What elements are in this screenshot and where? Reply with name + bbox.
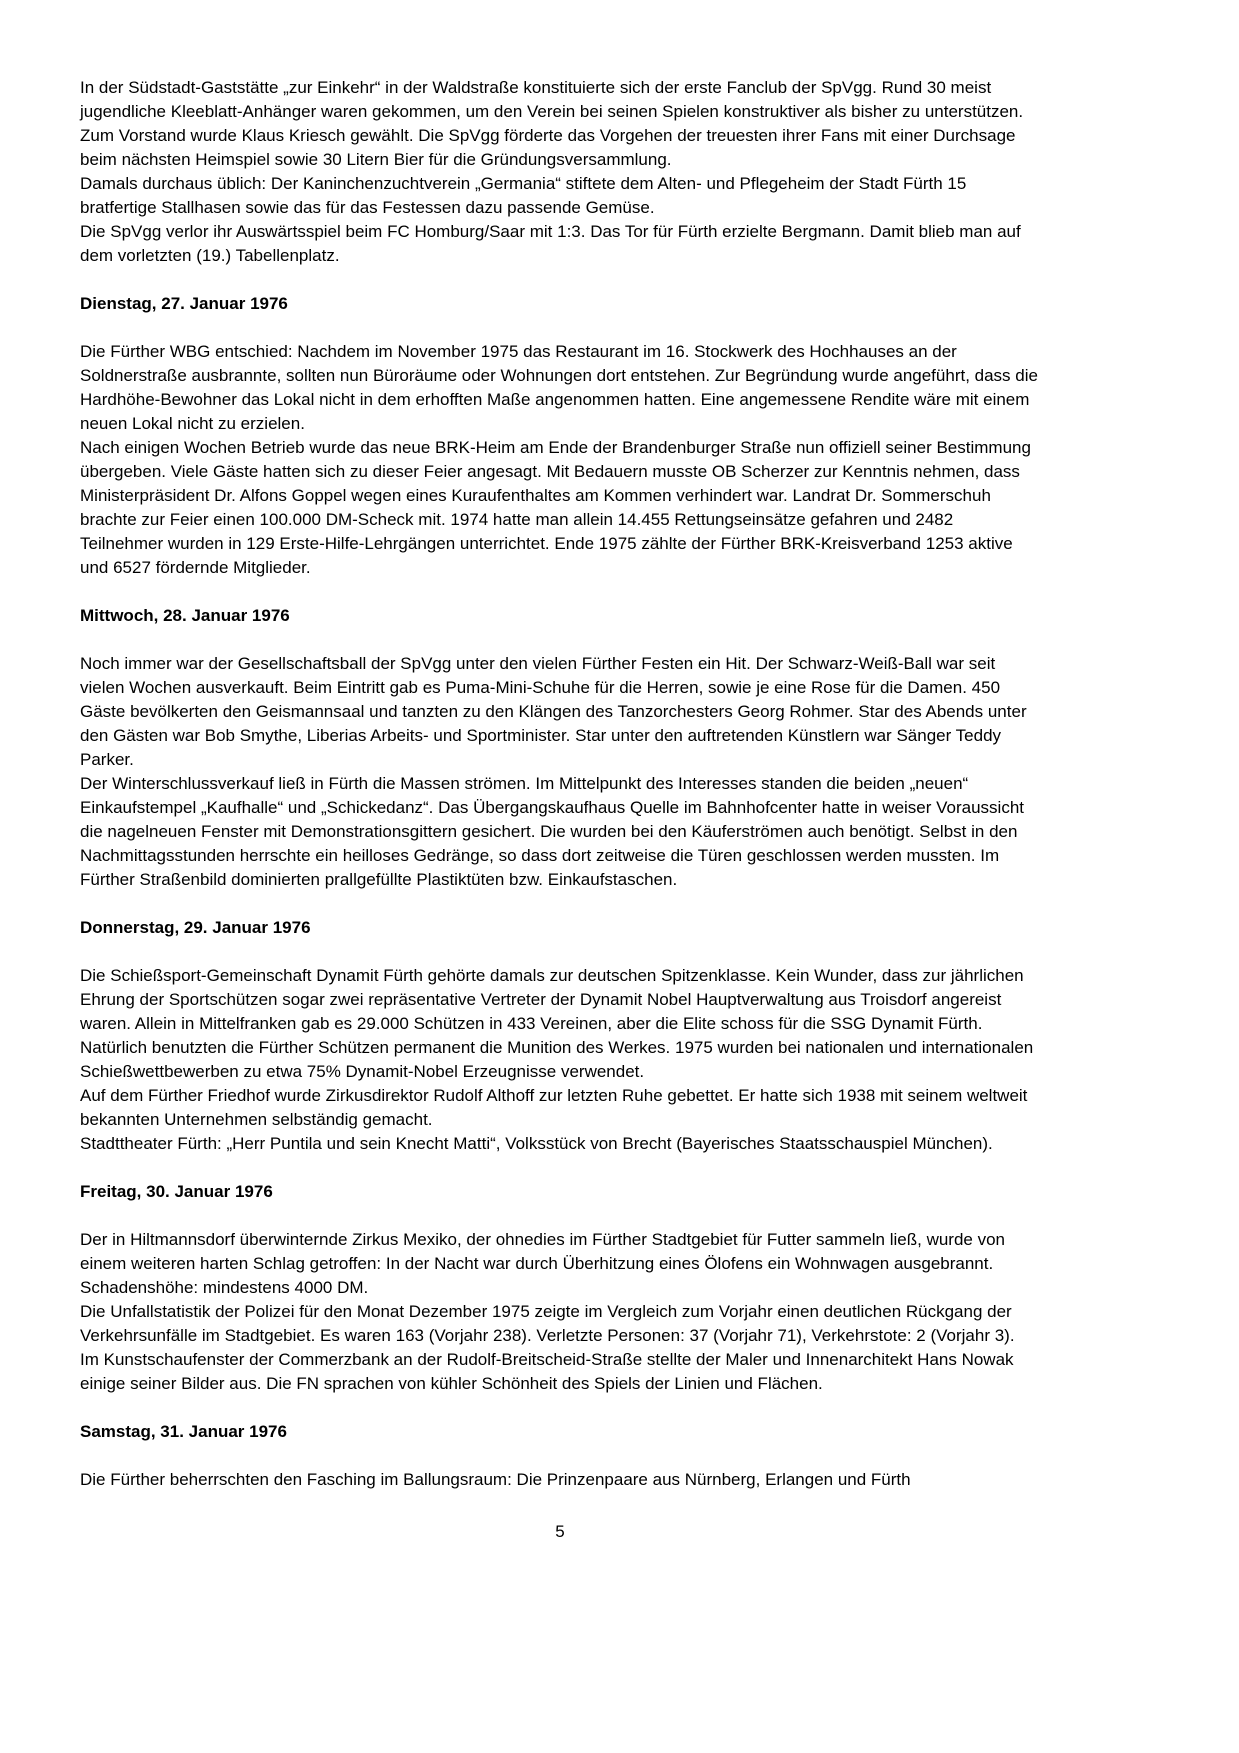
paragraph: Die Unfallstatistik der Polizei für den Monat Dezember 1975 zeigte im Vergleich zum Vorjahr einen deutlichen Rückgang der Verkehrsunfälle im Stadtgebiet. Es waren 163 (Vorjahr 238). Verletzte Personen: 37 (Vorjahr 71), Verkehrstote: 2 (Vorjahr 3). — [80, 1302, 1015, 1345]
paragraph: Der in Hiltmannsdorf überwinternde Zirkus Mexiko, der ohnedies im Fürther Stadtgebiet für Futter sammeln ließ, wurde von einem weiteren harten Schlag getroffen: In der Nacht war durch Überhitzung eines Ölofens ein Wohnwagen ausgebrannt. Schadenshöhe: mindestens 4000 DM. — [80, 1230, 1005, 1297]
paragraph: Nach einigen Wochen Betrieb wurde das neue BRK-Heim am Ende der Brandenburger Straße nun offiziell seiner Bestimmung übergeben. Viele Gäste hatten sich zu dieser Feier angesagt. Mit Bedauern musste OB Scherzer zur Kenntnis nehmen, dass Ministerpräsident Dr. Alfons Goppel wegen eines Kuraufenthaltes am Kommen verhindert war. Landrat Dr. Sommerschuh brachte zur Feier einen 100.000 DM-Scheck mit. 1974 hatte man allein 14.455 Rettungseinsätze gefahren und 2482 Teilnehmer wurden in 129 Erste-Hilfe-Lehrgängen unterrichtet. Ende 1975 zählte der Fürther BRK-Kreisverband 1253 aktive und 6527 fördernde Mitglieder. — [80, 438, 1031, 577]
paragraph: Die Fürther WBG entschied: Nachdem im November 1975 das Restaurant im 16. Stockwerk des Hochhauses an der Soldnerstraße ausbrannte, sollten nun Büroräume oder Wohnungen dort entstehen. Zur Begründung wurde angeführt, dass die Hardhöhe-Bewohner das Lokal nicht in dem erhofften Maße angenommen hatten. Eine angemessene Rendite wäre mit einem neuen Lokal nicht zu erzielen. — [80, 342, 1038, 433]
paragraph: Auf dem Fürther Friedhof wurde Zirkusdirektor Rudolf Althoff zur letzten Ruhe gebettet. Er hatte sich 1938 mit seinem weltweit bekannten Unternehmen selbständig gemacht. — [80, 1086, 1028, 1129]
section-heading: Mittwoch, 28. Januar 1976 — [80, 606, 290, 625]
paragraph: Stadttheater Fürth: „Herr Puntila und sein Knecht Matti“, Volksstück von Brecht (Bayerisches Staatsschauspiel München). — [80, 1134, 993, 1153]
section-freitag-30-januar-1976 — [80, 1180, 1040, 1396]
paragraph: In der Südstadt-Gaststätte „zur Einkehr“ in der Waldstraße konstituierte sich der erste Fanclub der SpVgg. Rund 30 meist jugendliche Kleeblatt-Anhänger waren gekommen, um den Verein bei seinen Spielen konstruktiver als bisher zu unterstützen. Zum Vorstand wurde Klaus Kriesch gewählt. Die SpVgg förderte das Vorgehen der treuesten ihrer Fans mit einer Durchsage beim nächsten Heimspiel sowie 30 Litern Bier für die Gründungsversammlung. — [80, 78, 1024, 169]
section-heading: Donnerstag, 29. Januar 1976 — [80, 918, 311, 937]
paragraph: Damals durchaus üblich: Der Kaninchenzuchtverein „Germania“ stiftete dem Alten- und Pflegeheim der Stadt Fürth 15 bratfertige Stallhasen sowie das für das Festessen dazu passende Gemüse. — [80, 174, 967, 217]
paragraph: Der Winterschlussverkauf ließ in Fürth die Massen strömen. Im Mittelpunkt des Interesses standen die beiden „neuen“ Einkaufstempel „Kaufhalle“ und „Schickedanz“. Das Übergangskaufhaus Quelle im Bahnhofcenter hatte in weiser Voraussicht die nagelneuen Fenster mit Demonstrationsgittern gesichert. Die wurden bei den Käuferströmen auch benötigt. Selbst in den Nachmittagsstunden herrschte ein heilloses Gedränge, so dass dort zeitweise die Türen geschlossen werden mussten. Im Fürther Straßenbild dominierten prallgefüllte Plastiktüten bzw. Einkaufstaschen. — [80, 774, 1025, 889]
section-intro — [80, 76, 1040, 268]
section-donnerstag-29-januar-1976 — [80, 916, 1040, 1156]
section-dienstag-27-januar-1976 — [80, 292, 1040, 580]
section-heading: Samstag, 31. Januar 1976 — [80, 1422, 287, 1441]
paragraph: Die Fürther beherrschten den Fasching im Ballungsraum: Die Prinzenpaare aus Nürnberg, Erlangen und Fürth — [80, 1470, 911, 1489]
paragraph: Die Schießsport-Gemeinschaft Dynamit Fürth gehörte damals zur deutschen Spitzenklasse. Kein Wunder, dass zur jährlichen Ehrung der Sportschützen sogar zwei repräsentative Vertreter der Dynamit Nobel Hauptverwaltung aus Troisdorf angereist waren. Allein in Mittelfranken gab es 29.000 Schützen in 433 Vereinen, aber die Elite schoss für die SSG Dynamit Fürth. Natürlich benutzten die Fürther Schützen permanent die Munition des Werkes. 1975 wurden bei nationalen und internationalen Schießwettbewerben zu etwa 75% Dynamit-Nobel Erzeugnisse verwendet. — [80, 966, 1034, 1081]
page-number: 5 — [555, 1522, 565, 1541]
paragraph: Im Kunstschaufenster der Commerzbank an der Rudolf-Breitscheid-Straße stellte der Maler und Innenarchitekt Hans Nowak einige seiner Bilder aus. Die FN sprachen von kühler Schönheit des Spiels der Linien und Flächen. — [80, 1350, 1014, 1393]
section-samstag-31-januar-1976 — [80, 1420, 1040, 1492]
paragraph: Die SpVgg verlor ihr Auswärtsspiel beim FC Homburg/Saar mit 1:3. Das Tor für Fürth erzielte Bergmann. Damit blieb man auf dem vorletzten (19.) Tabellenplatz. — [80, 222, 1021, 265]
section-heading: Dienstag, 27. Januar 1976 — [80, 294, 288, 313]
section-mittwoch-28-januar-1976 — [80, 604, 1040, 892]
section-heading: Freitag, 30. Januar 1976 — [80, 1182, 273, 1201]
paragraph: Noch immer war der Gesellschaftsball der SpVgg unter den vielen Fürther Festen ein Hit. Der Schwarz-Weiß-Ball war seit vielen Wochen ausverkauft. Beim Eintritt gab es Puma-Mini-Schuhe für die Herren, sowie je eine Rose für die Damen. 450 Gäste bevölkerten den Geismannsaal und tanzten zu den Klängen des Tanzorchesters Georg Rohmer. Star des Abends unter den Gästen war Bob Smythe, Liberias Arbeits- und Sportminister. Star unter den auftretenden Künstlern war Sänger Teddy Parker. — [80, 654, 1027, 769]
